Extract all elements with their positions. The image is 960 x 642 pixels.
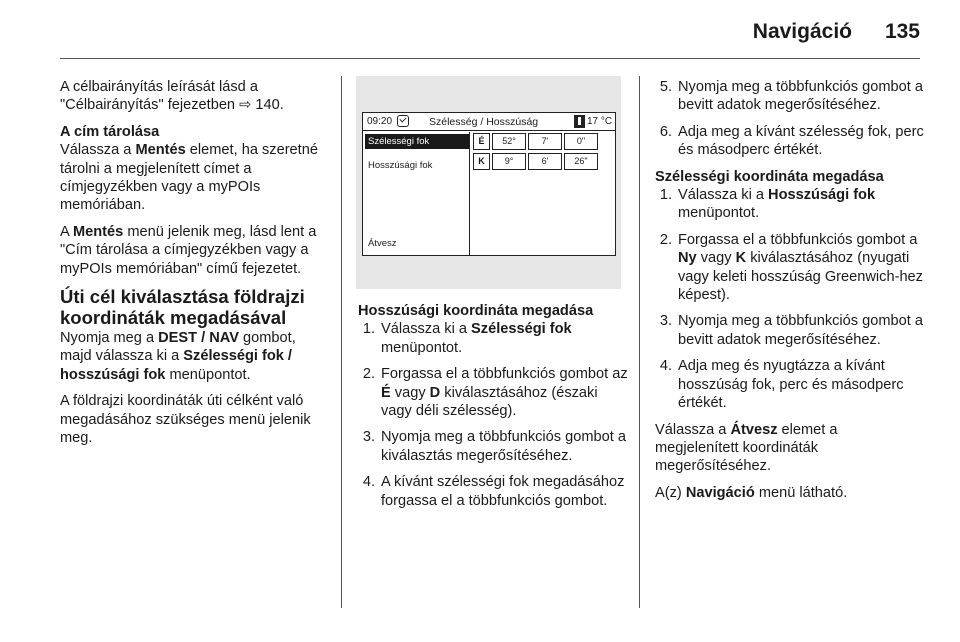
- list-item: 1. Válassza ki a Hosszúsági fok menüpontot.: [659, 187, 876, 222]
- minute-cell[interactable]: 6': [528, 153, 562, 170]
- list-item: 3. Nyomja meg a többfunkciós gombot a bevitt adatok megerősítéséhez.: [659, 313, 923, 348]
- screen-title: Szélesség / Hosszúság: [429, 116, 539, 128]
- menu-item-latitude[interactable]: Szélességi fok: [365, 134, 469, 149]
- page-reference: 140.: [251, 97, 284, 114]
- page-title: Navigáció: [752, 20, 852, 43]
- coordinate-row: [473, 153, 600, 170]
- section-heading: Úti cél kiválasztása földrajzi koordináták megadásával: [60, 286, 305, 329]
- paragraph: Válassza a Átvesz elemet a megjelenített koordináták megerősítéséhez.: [655, 421, 838, 475]
- list-item: 3. Nyomja meg a többfunkciós gombot a kiválasztás megerősítéséhez.: [362, 429, 626, 464]
- second-cell[interactable]: 26": [564, 153, 598, 170]
- reference-arrow-icon: ⇨: [239, 97, 252, 114]
- clock: 09:20: [367, 116, 393, 127]
- right-column: [655, 78, 925, 510]
- paragraph: A(z) Navigáció menü látható.: [655, 484, 848, 501]
- coordinate-grid: [473, 133, 600, 173]
- section-heading: A cím tárolása: [60, 123, 160, 140]
- degree-cell[interactable]: 9°: [492, 153, 526, 170]
- list-item: 4. Adja meg és nyugtázza a kívánt hosszúság fok, perc és másodperc értékét.: [659, 358, 904, 412]
- direction-cell[interactable]: K: [473, 153, 490, 170]
- intro-paragraph: A célbairányítás leírását lásd a "Célbairányítás" fejezetben ⇨ 140.: [60, 79, 284, 114]
- temperature: 17 °C: [587, 116, 613, 127]
- list-item: 4. A kívánt szélességi fok megadásához forgassa el a többfunkciós gombot.: [362, 474, 625, 509]
- degree-cell[interactable]: 52°: [492, 133, 526, 150]
- thermometer-icon: [574, 115, 585, 128]
- list-item: 2. Forgassa el a többfunkciós gombot a Ny vagy K kiválasztásához (nyugati vagy keleti hosszúság Greenwich-hez képest).: [659, 231, 923, 304]
- page-number: 135: [884, 20, 920, 43]
- list-item: 2. Forgassa el a többfunkciós gombot az É vagy D kiválasztásához (északi vagy déli szélesség).: [362, 366, 628, 420]
- compass-icon: [397, 115, 409, 127]
- list-item: 6. Adja meg a kívánt szélesség fok, perc és másodperc értékét.: [659, 123, 924, 159]
- paragraph: Nyomja meg a DEST / NAV gombot, majd válassza ki a Szélességi fok / hosszúsági fok menüpontot.: [60, 330, 296, 383]
- middle-column: [358, 302, 630, 518]
- paragraph: A földrajzi koordináták úti célként való megadásához szükséges menü jelenik meg.: [60, 393, 311, 447]
- page-header: [0, 0, 960, 62]
- direction-cell[interactable]: É: [473, 133, 490, 150]
- list-item: 1. Válassza ki a Szélességi fok menüpontot.: [362, 321, 572, 356]
- status-bar: [363, 113, 615, 131]
- column-divider: [341, 76, 342, 608]
- column-divider: [639, 76, 640, 608]
- header-rule: [60, 58, 920, 59]
- screen-menu: [363, 132, 470, 255]
- list-item: 5. Nyomja meg a többfunkciós gombot a bevitt adatok megerősítéséhez.: [659, 79, 923, 114]
- paragraph: Válassza a Mentés elemet, ha szeretné tárolni a megjelenített címet a címjegyzékben vagy a myPOIs memóriában.: [60, 142, 318, 214]
- second-cell[interactable]: 0": [564, 133, 598, 150]
- menu-item-apply[interactable]: Átvesz: [368, 238, 397, 249]
- display-screen: [362, 112, 616, 256]
- left-column: [60, 78, 330, 456]
- section-heading: Hosszúsági koordináta megadása: [358, 303, 594, 319]
- section-heading: Szélességi koordináta megadása: [655, 168, 884, 185]
- minute-cell[interactable]: 7': [528, 133, 562, 150]
- screen-illustration: [356, 76, 621, 289]
- paragraph: A Mentés menü jelenik meg, lásd lent a "Cím tárolása a címjegyzékben vagy a myPOIs memóriában" című fejezetet.: [60, 223, 317, 277]
- menu-item-longitude[interactable]: Hosszúsági fok: [368, 160, 433, 171]
- coordinate-row: [473, 133, 600, 150]
